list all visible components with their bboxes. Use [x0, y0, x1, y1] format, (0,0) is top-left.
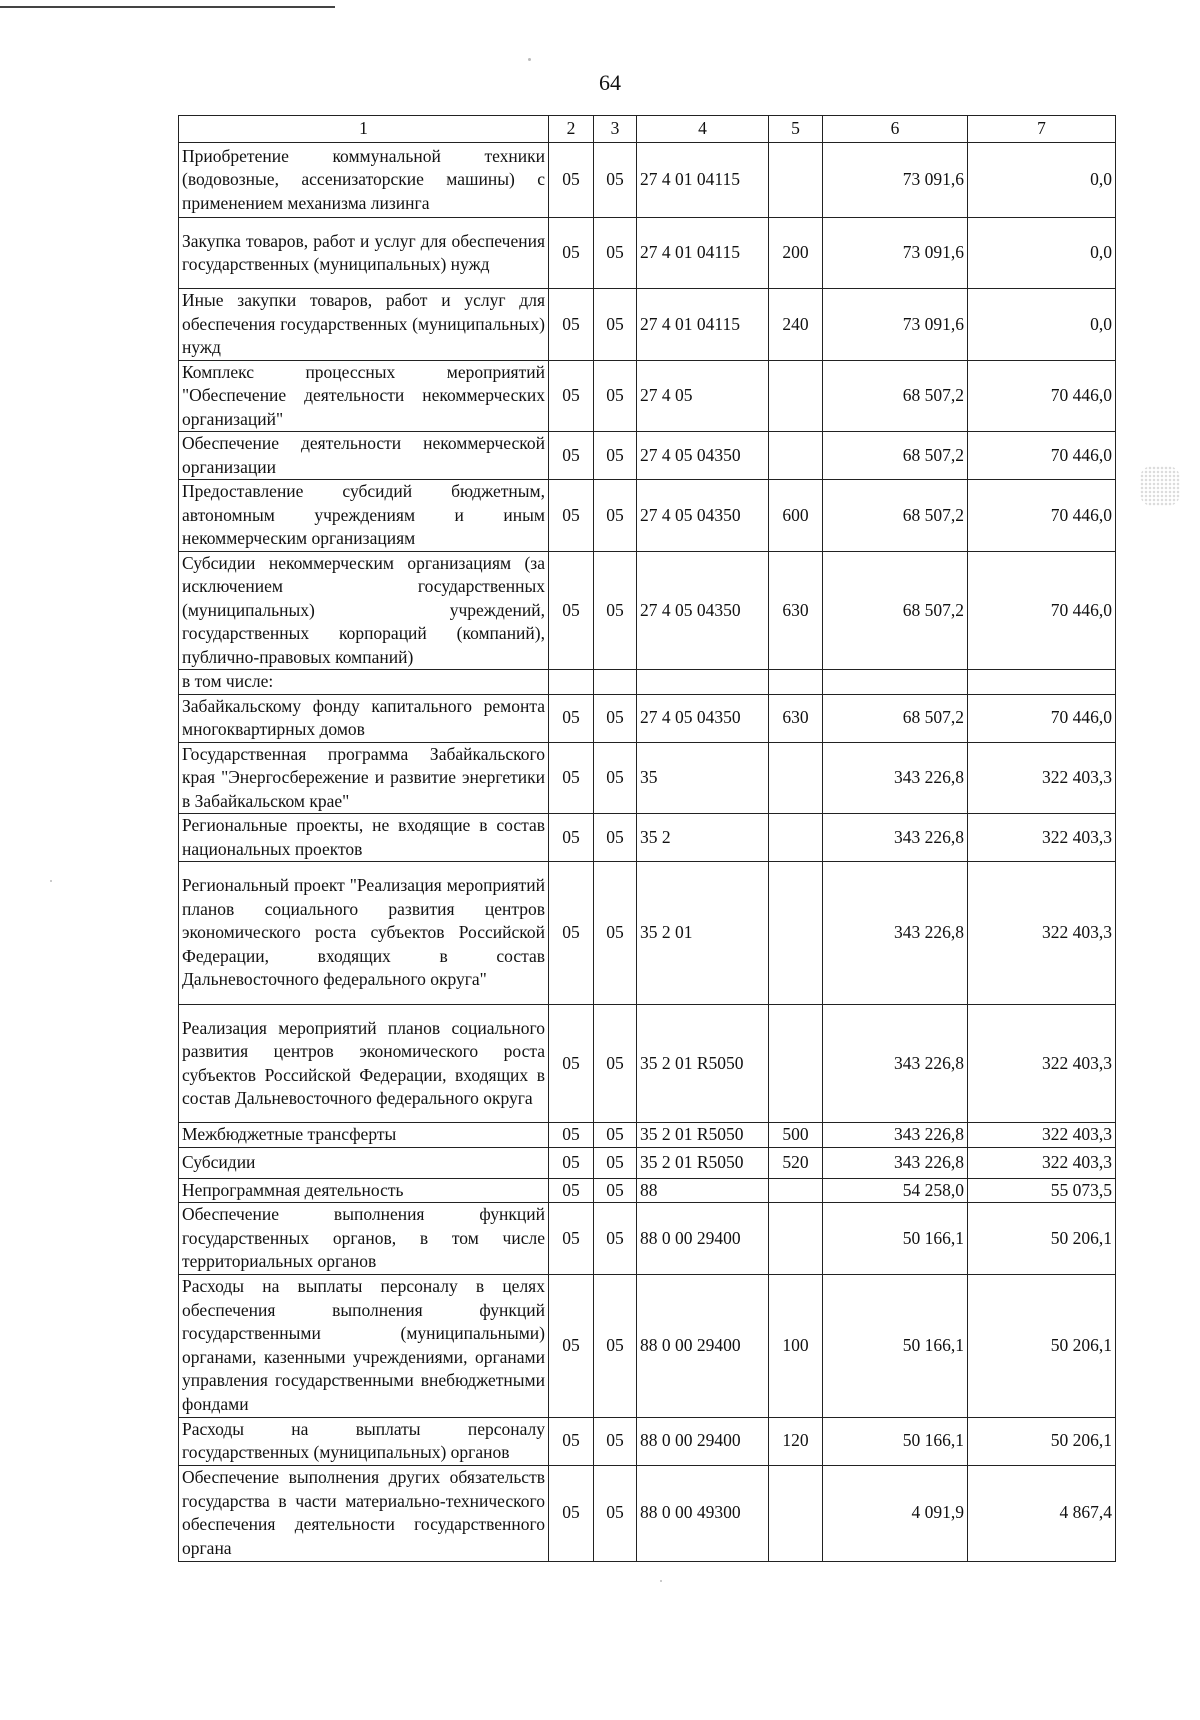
cell-amount-year2: 70 446,0	[968, 360, 1116, 432]
cell-section: 05	[549, 143, 594, 218]
cell-amount-year2: 70 446,0	[968, 551, 1116, 670]
cell-subsection: 05	[594, 432, 637, 480]
cell-subsection: 05	[594, 1005, 637, 1123]
cell-amount-year1: 68 507,2	[823, 551, 968, 670]
column-header-3: 3	[594, 116, 637, 143]
cell-name: Забайкальскому фонду капитального ремонта многоквартирных домов	[179, 694, 549, 742]
cell-amount-year1: 343 226,8	[823, 862, 968, 1005]
column-header-1: 1	[179, 116, 549, 143]
table-row	[179, 360, 1116, 432]
cell-expense-type: 500	[769, 1123, 823, 1148]
cell-name: Комплекс процессных мероприятий "Обеспечение деятельности некоммерческих организаций"	[179, 360, 549, 432]
cell-amount-year1: 68 507,2	[823, 480, 968, 552]
cell-expense-type	[769, 670, 823, 695]
cell-amount-year2: 70 446,0	[968, 480, 1116, 552]
cell-amount-year1: 50 166,1	[823, 1417, 968, 1465]
cell-amount-year1: 50 166,1	[823, 1203, 968, 1275]
budget-table	[178, 115, 1116, 1562]
cell-target-code: 35 2 01 R5050	[637, 1147, 769, 1178]
cell-amount-year2: 0,0	[968, 218, 1116, 289]
cell-target-code: 35	[637, 742, 769, 814]
scan-speck	[50, 880, 52, 882]
cell-subsection: 05	[594, 1465, 637, 1561]
table-row	[179, 1005, 1116, 1123]
cell-section: 05	[549, 742, 594, 814]
cell-section: 05	[549, 1274, 594, 1417]
cell-amount-year1: 73 091,6	[823, 289, 968, 361]
cell-expense-type	[769, 1465, 823, 1561]
table-row	[179, 742, 1116, 814]
cell-subsection: 05	[594, 1178, 637, 1203]
cell-amount-year1: 343 226,8	[823, 814, 968, 862]
cell-amount-year1: 68 507,2	[823, 432, 968, 480]
cell-amount-year2: 0,0	[968, 289, 1116, 361]
column-header-4: 4	[637, 116, 769, 143]
cell-expense-type	[769, 1203, 823, 1275]
cell-subsection: 05	[594, 551, 637, 670]
cell-amount-year2: 322 403,3	[968, 1147, 1116, 1178]
cell-section: 05	[549, 862, 594, 1005]
cell-amount-year2: 0,0	[968, 143, 1116, 218]
cell-subsection: 05	[594, 289, 637, 361]
cell-target-code: 27 4 05 04350	[637, 551, 769, 670]
cell-amount-year2: 4 867,4	[968, 1465, 1116, 1561]
table-row	[179, 480, 1116, 552]
scan-speck	[660, 1580, 662, 1582]
cell-amount-year2: 50 206,1	[968, 1274, 1116, 1417]
cell-amount-year2: 322 403,3	[968, 862, 1116, 1005]
top-rule	[0, 6, 335, 8]
cell-subsection: 05	[594, 218, 637, 289]
cell-subsection: 05	[594, 480, 637, 552]
cell-name: Региональные проекты, не входящие в состав национальных проектов	[179, 814, 549, 862]
cell-section: 05	[549, 1465, 594, 1561]
cell-amount-year1	[823, 670, 968, 695]
column-header-5: 5	[769, 116, 823, 143]
cell-subsection: 05	[594, 143, 637, 218]
table-row	[179, 143, 1116, 218]
cell-section	[549, 670, 594, 695]
cell-expense-type	[769, 814, 823, 862]
scan-speck	[1140, 466, 1180, 506]
cell-expense-type: 630	[769, 551, 823, 670]
cell-name: Субсидии некоммерческим организациям (за исключением государственных (муниципальных) учреждений, государственных корпораций (компаний), публично-правовых компаний)	[179, 551, 549, 670]
cell-section: 05	[549, 1005, 594, 1123]
cell-name: Обеспечение деятельности некоммерческой организации	[179, 432, 549, 480]
cell-amount-year1: 54 258,0	[823, 1178, 968, 1203]
cell-target-code: 35 2	[637, 814, 769, 862]
cell-amount-year1: 4 091,9	[823, 1465, 968, 1561]
cell-expense-type: 200	[769, 218, 823, 289]
cell-name: Закупка товаров, работ и услуг для обеспечения государственных (муниципальных) нужд	[179, 218, 549, 289]
cell-expense-type	[769, 862, 823, 1005]
table-row	[179, 670, 1116, 695]
page-number: 64	[599, 70, 621, 95]
cell-subsection: 05	[594, 1147, 637, 1178]
cell-amount-year1: 343 226,8	[823, 1123, 968, 1148]
cell-amount-year1: 68 507,2	[823, 360, 968, 432]
cell-section: 05	[549, 289, 594, 361]
cell-amount-year2: 70 446,0	[968, 694, 1116, 742]
table-row	[179, 289, 1116, 361]
table-row	[179, 218, 1116, 289]
column-header-7: 7	[968, 116, 1116, 143]
cell-target-code: 27 4 01 04115	[637, 143, 769, 218]
cell-target-code: 27 4 05 04350	[637, 432, 769, 480]
cell-section: 05	[549, 1417, 594, 1465]
cell-target-code: 88 0 00 49300	[637, 1465, 769, 1561]
table-row	[179, 551, 1116, 670]
cell-amount-year1: 50 166,1	[823, 1274, 968, 1417]
table-row	[179, 1203, 1116, 1275]
cell-target-code: 35 2 01 R5050	[637, 1005, 769, 1123]
table-row	[179, 1123, 1116, 1148]
cell-expense-type	[769, 1005, 823, 1123]
cell-subsection: 05	[594, 1203, 637, 1275]
cell-name: Расходы на выплаты персоналу в целях обеспечения выполнения функций государственными (муниципальными) органами, казенными учреждениями, органами управления государственными внебюджетными фондами	[179, 1274, 549, 1417]
cell-target-code: 88 0 00 29400	[637, 1274, 769, 1417]
cell-expense-type	[769, 742, 823, 814]
cell-section: 05	[549, 1147, 594, 1178]
cell-name: Субсидии	[179, 1147, 549, 1178]
cell-target-code: 27 4 05 04350	[637, 694, 769, 742]
cell-amount-year2: 50 206,1	[968, 1417, 1116, 1465]
cell-subsection: 05	[594, 1274, 637, 1417]
cell-subsection: 05	[594, 1123, 637, 1148]
table-row	[179, 1178, 1116, 1203]
cell-target-code: 27 4 05	[637, 360, 769, 432]
column-header-6: 6	[823, 116, 968, 143]
cell-subsection: 05	[594, 360, 637, 432]
cell-subsection: 05	[594, 742, 637, 814]
cell-expense-type: 120	[769, 1417, 823, 1465]
cell-name: Приобретение коммунальной техники (водовозные, ассенизаторские машины) с применением механизма лизинга	[179, 143, 549, 218]
cell-expense-type	[769, 143, 823, 218]
cell-name: Расходы на выплаты персоналу государственных (муниципальных) органов	[179, 1417, 549, 1465]
cell-section: 05	[549, 1178, 594, 1203]
cell-amount-year1: 343 226,8	[823, 742, 968, 814]
cell-section: 05	[549, 480, 594, 552]
table-row	[179, 1274, 1116, 1417]
cell-amount-year2: 322 403,3	[968, 1005, 1116, 1123]
cell-section: 05	[549, 432, 594, 480]
cell-name: в том числе:	[179, 670, 549, 695]
table-row	[179, 862, 1116, 1005]
cell-section: 05	[549, 1203, 594, 1275]
cell-amount-year2: 70 446,0	[968, 432, 1116, 480]
cell-name: Региональный проект "Реализация мероприятий планов социального развития центров экономического роста субъектов Российской Федерации, входящих в состав Дальневосточного федерального округа"	[179, 862, 549, 1005]
cell-section: 05	[549, 218, 594, 289]
cell-target-code: 88 0 00 29400	[637, 1203, 769, 1275]
cell-name: Предоставление субсидий бюджетным, автономным учреждениям и иным некоммерческим организациям	[179, 480, 549, 552]
cell-expense-type	[769, 432, 823, 480]
cell-subsection: 05	[594, 694, 637, 742]
cell-target-code: 35 2 01	[637, 862, 769, 1005]
cell-section: 05	[549, 814, 594, 862]
cell-section: 05	[549, 551, 594, 670]
cell-target-code: 88	[637, 1178, 769, 1203]
cell-expense-type: 520	[769, 1147, 823, 1178]
cell-target-code: 27 4 01 04115	[637, 289, 769, 361]
cell-subsection: 05	[594, 862, 637, 1005]
cell-subsection: 05	[594, 1417, 637, 1465]
cell-name: Обеспечение выполнения других обязательств государства в части материально-технического обеспечения деятельности государственного органа	[179, 1465, 549, 1561]
cell-section: 05	[549, 1123, 594, 1148]
cell-expense-type: 600	[769, 480, 823, 552]
table-row	[179, 1417, 1116, 1465]
cell-amount-year1: 68 507,2	[823, 694, 968, 742]
cell-subsection: 05	[594, 814, 637, 862]
cell-target-code: 27 4 01 04115	[637, 218, 769, 289]
cell-expense-type	[769, 1178, 823, 1203]
cell-name: Иные закупки товаров, работ и услуг для обеспечения государственных (муниципальных) нужд	[179, 289, 549, 361]
cell-amount-year2: 322 403,3	[968, 742, 1116, 814]
scan-speck	[528, 58, 531, 61]
cell-name: Непрограммная деятельность	[179, 1178, 549, 1203]
cell-expense-type	[769, 360, 823, 432]
cell-expense-type: 630	[769, 694, 823, 742]
cell-expense-type: 100	[769, 1274, 823, 1417]
cell-amount-year2: 50 206,1	[968, 1203, 1116, 1275]
table-row	[179, 1465, 1116, 1561]
table-row	[179, 694, 1116, 742]
cell-subsection	[594, 670, 637, 695]
cell-target-code: 88 0 00 29400	[637, 1417, 769, 1465]
cell-amount-year2: 322 403,3	[968, 814, 1116, 862]
cell-name: Обеспечение выполнения функций государственных органов, в том числе территориальных органов	[179, 1203, 549, 1275]
cell-amount-year1: 73 091,6	[823, 143, 968, 218]
header-row	[179, 116, 1116, 143]
cell-section: 05	[549, 694, 594, 742]
cell-target-code: 27 4 05 04350	[637, 480, 769, 552]
cell-name: Межбюджетные трансферты	[179, 1123, 549, 1148]
cell-name: Государственная программа Забайкальского края "Энергосбережение и развитие энергетики в Забайкальском крае"	[179, 742, 549, 814]
cell-amount-year2: 322 403,3	[968, 1123, 1116, 1148]
cell-amount-year2	[968, 670, 1116, 695]
column-header-2: 2	[549, 116, 594, 143]
cell-target-code: 35 2 01 R5050	[637, 1123, 769, 1148]
cell-name: Реализация мероприятий планов социального развития центров экономического роста субъектов Российской Федерации, входящих в состав Дальневосточного федерального округа	[179, 1005, 549, 1123]
table-row	[179, 1147, 1116, 1178]
cell-section: 05	[549, 360, 594, 432]
table-row	[179, 432, 1116, 480]
cell-amount-year1: 343 226,8	[823, 1147, 968, 1178]
cell-expense-type: 240	[769, 289, 823, 361]
cell-amount-year2: 55 073,5	[968, 1178, 1116, 1203]
table-row	[179, 814, 1116, 862]
cell-target-code	[637, 670, 769, 695]
cell-amount-year1: 73 091,6	[823, 218, 968, 289]
cell-amount-year1: 343 226,8	[823, 1005, 968, 1123]
